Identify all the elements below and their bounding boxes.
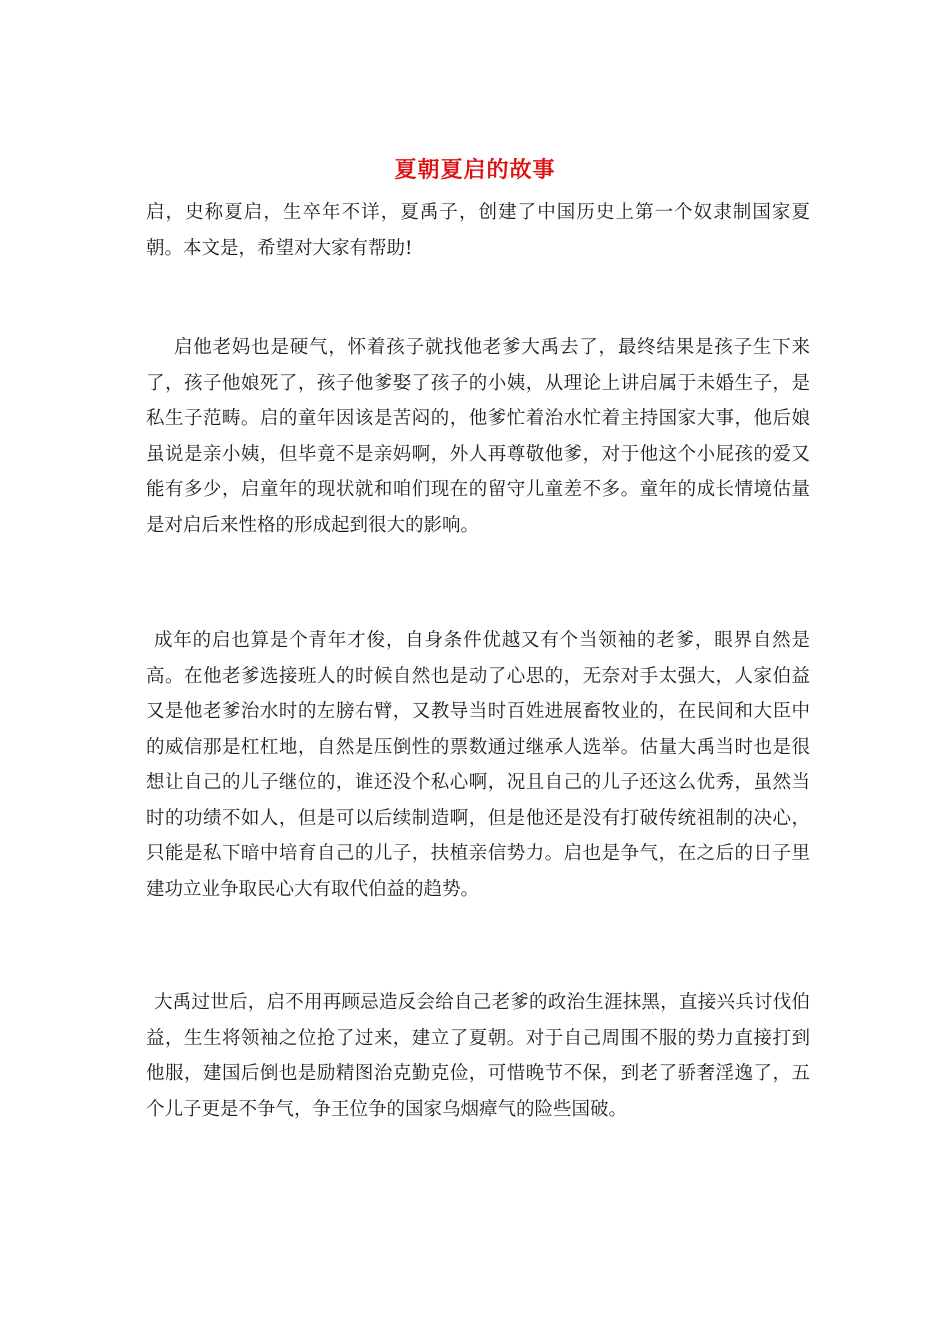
intro-paragraph: 启，史称夏启，生卒年不详，夏禹子，创建了中国历史上第一个奴隶制国家夏朝。本文是，希望对大家有帮助! — [146, 202, 810, 259]
body-paragraph: 启他老妈也是硬气，怀着孩子就找他老爹大禹去了，最终结果是孩子生下来了，孩子他娘死了，孩子他爹娶了孩子的小姨，从理论上讲启属于未婚生子，是私生子范畴。启的童年因该是苦闷的，他爹忙着治水忙着主持国家大事，他后娘虽说是亲小姨，但毕竟不是亲妈啊，外人再尊敬他爹，对于他这个小屁孩的爱又能有多少，启童年的现状就和咱们现在的留守儿童差不多。童年的成长情境估量是对启后来性格的形成起到很大的影响。 — [146, 337, 810, 536]
document-title: 夏朝夏启的故事 — [394, 157, 556, 183]
body-paragraph: 大禹过世后，启不用再顾忌造反会给自己老爹的政治生涯抹黑，直接兴兵讨伐伯益，生生将领袖之位抢了过来，建立了夏朝。对于自己周围不服的势力直接打到他服，建国后倒也是励精图治克勤克俭，可惜晚节不保，到老了骄奢淫逸了，五个儿子更是不争气，争王位争的国家乌烟瘴气的险些国破。 — [146, 992, 810, 1120]
body-paragraph: 成年的启也算是个青年才俊，自身条件优越又有个当领袖的老爹，眼界自然是高。在他老爹选接班人的时候自然也是动了心思的，无奈对手太强大，人家伯益又是他老爹治水时的左膀右臂，又教导当时百姓进展畜牧业的，在民间和大臣中的威信那是杠杠地，自然是压倒性的票数通过继承人选举。估量大禹当时也是很想让自己的儿子继位的，谁还没个私心啊，况且自己的儿子还这么优秀，虽然当时的功绩不如人，但是可以后续制造啊，但是他还是没有打破传统祖制的决心，只能是私下暗中培育自己的儿子，扶植亲信势力。启也是争气，在之后的日子里建功立业争取民心大有取代伯益的趋势。 — [146, 630, 810, 900]
